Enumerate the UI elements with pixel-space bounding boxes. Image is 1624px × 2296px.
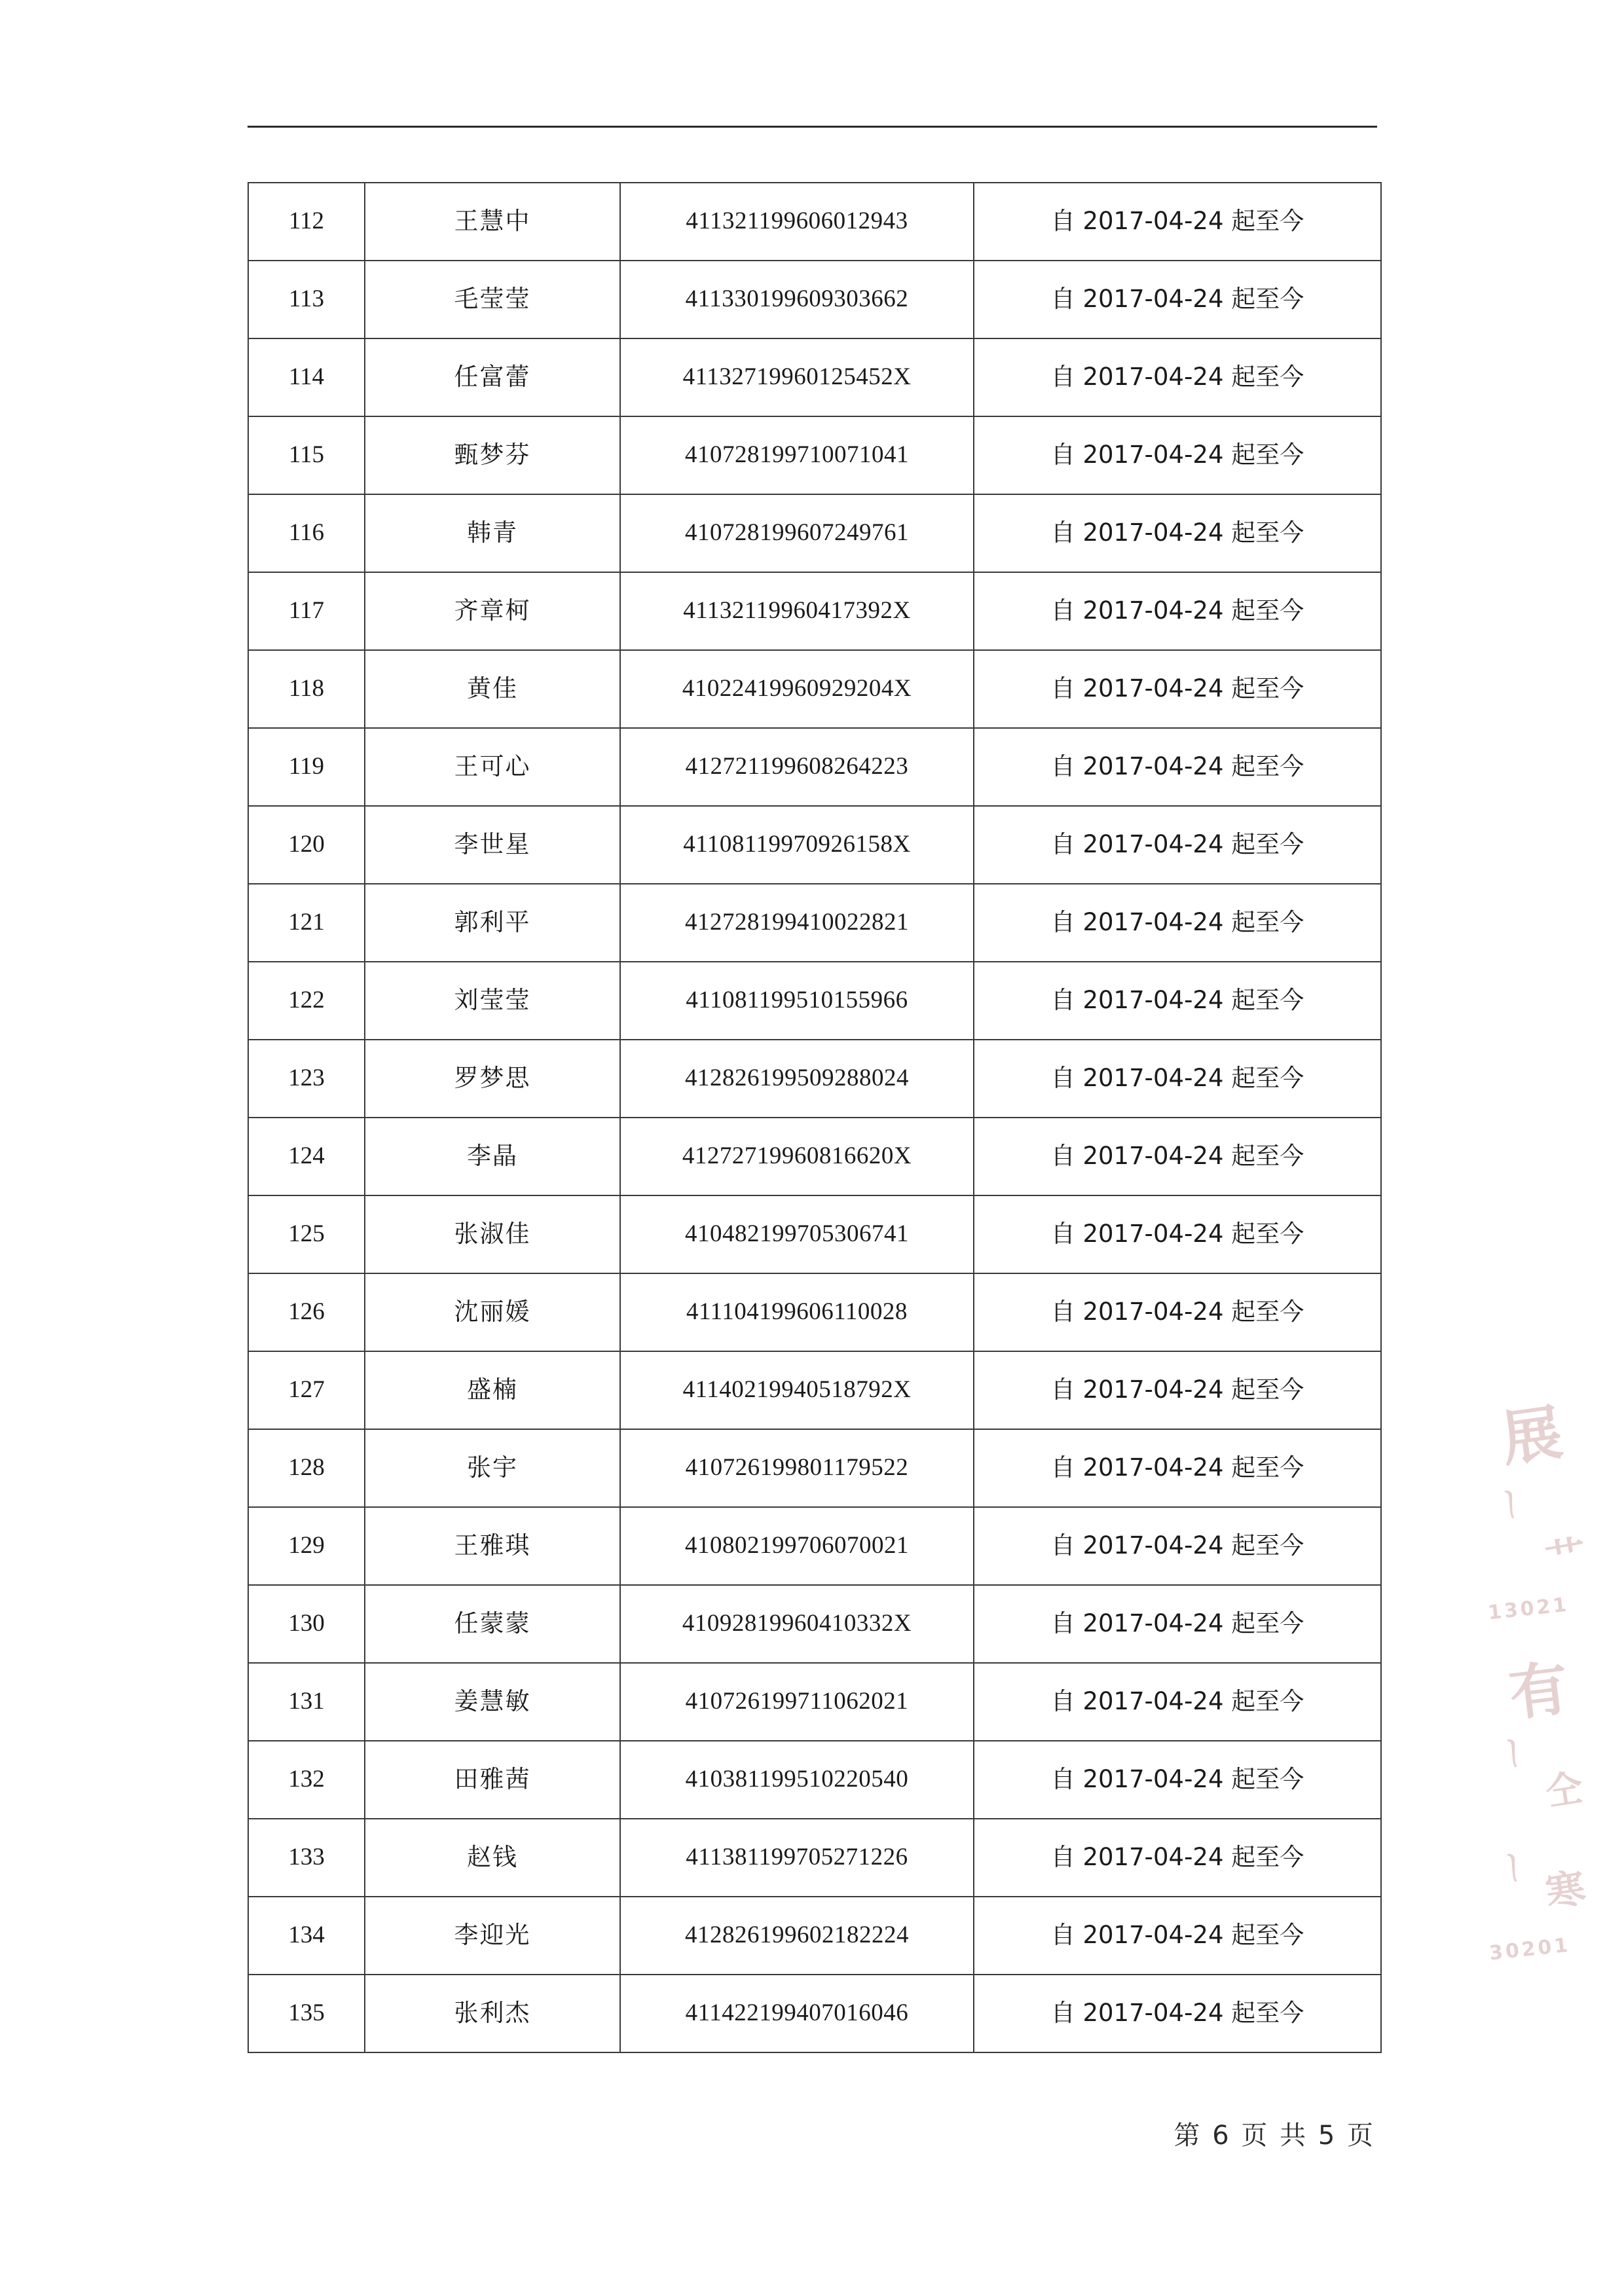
table-row — [248, 1040, 1381, 1118]
table-row — [248, 1585, 1381, 1663]
table-row — [248, 806, 1381, 884]
table-row — [248, 1195, 1381, 1273]
cell-id-number: 41132119960417392X — [620, 572, 974, 650]
cell-period: 自 2017-04-24 起至今 — [974, 1273, 1381, 1351]
cell-name: 韩青 — [365, 494, 620, 572]
cell-index: 135 — [248, 1975, 365, 2052]
cell-name: 郭利平 — [365, 884, 620, 962]
cell-index: 125 — [248, 1195, 365, 1273]
cell-name: 盛楠 — [365, 1351, 620, 1429]
cell-id-number: 410381199510220540 — [620, 1741, 974, 1819]
cell-period: 自 2017-04-24 起至今 — [974, 962, 1381, 1040]
cell-id-number: 412826199509288024 — [620, 1040, 974, 1118]
cell-index: 121 — [248, 884, 365, 962]
cell-name: 任蒙蒙 — [365, 1585, 620, 1663]
cell-id-number: 411321199606012943 — [620, 183, 974, 261]
cell-index: 112 — [248, 183, 365, 261]
cell-name: 王雅琪 — [365, 1507, 620, 1585]
roster-table-container — [248, 182, 1380, 2053]
cell-period: 自 2017-04-24 起至今 — [974, 338, 1381, 416]
cell-index: 123 — [248, 1040, 365, 1118]
cell-id-number: 41272719960816620X — [620, 1118, 974, 1195]
cell-index: 130 — [248, 1585, 365, 1663]
table-row — [248, 1975, 1381, 2052]
cell-id-number: 41022419960929204X — [620, 650, 974, 728]
cell-index: 120 — [248, 806, 365, 884]
table-row — [248, 728, 1381, 806]
cell-name: 李世星 — [365, 806, 620, 884]
cell-id-number: 412721199608264223 — [620, 728, 974, 806]
cell-id-number: 41092819960410332X — [620, 1585, 974, 1663]
table-row — [248, 261, 1381, 338]
cell-name: 田雅茜 — [365, 1741, 620, 1819]
cell-id-number: 412826199602182224 — [620, 1897, 974, 1975]
cell-id-number: 411330199609303662 — [620, 261, 974, 338]
cell-id-number: 410726199801179522 — [620, 1429, 974, 1507]
cell-index: 127 — [248, 1351, 365, 1429]
cell-period: 自 2017-04-24 起至今 — [974, 494, 1381, 572]
cell-period: 自 2017-04-24 起至今 — [974, 1195, 1381, 1273]
table-row — [248, 1741, 1381, 1819]
cell-period: 自 2017-04-24 起至今 — [974, 1975, 1381, 2052]
cell-period: 自 2017-04-24 起至今 — [974, 183, 1381, 261]
cell-period: 自 2017-04-24 起至今 — [974, 1118, 1381, 1195]
cell-period: 自 2017-04-24 起至今 — [974, 1819, 1381, 1897]
table-row — [248, 1897, 1381, 1975]
cell-id-number: 410728199607249761 — [620, 494, 974, 572]
cell-index: 114 — [248, 338, 365, 416]
cell-index: 133 — [248, 1819, 365, 1897]
cell-id-number: 411104199606110028 — [620, 1273, 974, 1351]
cell-period: 自 2017-04-24 起至今 — [974, 261, 1381, 338]
cell-name: 张宇 — [365, 1429, 620, 1507]
table-row — [248, 1429, 1381, 1507]
cell-name: 姜慧敏 — [365, 1663, 620, 1741]
cell-name: 任富蕾 — [365, 338, 620, 416]
table-row — [248, 572, 1381, 650]
roster-table — [248, 182, 1382, 2053]
cell-name: 李迎光 — [365, 1897, 620, 1975]
cell-index: 116 — [248, 494, 365, 572]
cell-id-number: 41132719960125452X — [620, 338, 974, 416]
table-row — [248, 494, 1381, 572]
cell-id-number: 411081199510155966 — [620, 962, 974, 1040]
cell-name: 齐章柯 — [365, 572, 620, 650]
table-row — [248, 183, 1381, 261]
table-row — [248, 650, 1381, 728]
cell-name: 王可心 — [365, 728, 620, 806]
cell-id-number: 412728199410022821 — [620, 884, 974, 962]
cell-index: 124 — [248, 1118, 365, 1195]
cell-index: 128 — [248, 1429, 365, 1507]
cell-period: 自 2017-04-24 起至今 — [974, 1040, 1381, 1118]
table-row — [248, 338, 1381, 416]
cell-period: 自 2017-04-24 起至今 — [974, 1351, 1381, 1429]
table-row — [248, 962, 1381, 1040]
cell-name: 赵钱 — [365, 1819, 620, 1897]
cell-period: 自 2017-04-24 起至今 — [974, 572, 1381, 650]
cell-index: 113 — [248, 261, 365, 338]
cell-period: 自 2017-04-24 起至今 — [974, 650, 1381, 728]
cell-index: 132 — [248, 1741, 365, 1819]
cell-id-number: 410728199710071041 — [620, 416, 974, 494]
cell-name: 张淑佳 — [365, 1195, 620, 1273]
cell-name: 张利杰 — [365, 1975, 620, 2052]
cell-index: 126 — [248, 1273, 365, 1351]
cell-period: 自 2017-04-24 起至今 — [974, 1741, 1381, 1819]
cell-id-number: 411381199705271226 — [620, 1819, 974, 1897]
roster-table-body — [248, 183, 1381, 2052]
cell-period: 自 2017-04-24 起至今 — [974, 806, 1381, 884]
cell-name: 王慧中 — [365, 183, 620, 261]
cell-index: 117 — [248, 572, 365, 650]
cell-name: 李晶 — [365, 1118, 620, 1195]
cell-period: 自 2017-04-24 起至今 — [974, 1897, 1381, 1975]
cell-index: 115 — [248, 416, 365, 494]
table-row — [248, 416, 1381, 494]
cell-id-number: 41140219940518792X — [620, 1351, 974, 1429]
cell-id-number: 410802199706070021 — [620, 1507, 974, 1585]
cell-period: 自 2017-04-24 起至今 — [974, 1507, 1381, 1585]
cell-index: 129 — [248, 1507, 365, 1585]
cell-index: 118 — [248, 650, 365, 728]
cell-index: 119 — [248, 728, 365, 806]
cell-name: 罗梦思 — [365, 1040, 620, 1118]
table-row — [248, 1351, 1381, 1429]
table-row — [248, 1507, 1381, 1585]
table-row — [248, 1819, 1381, 1897]
cell-index: 131 — [248, 1663, 365, 1741]
cell-period: 自 2017-04-24 起至今 — [974, 884, 1381, 962]
table-row — [248, 1118, 1381, 1195]
cell-id-number: 41108119970926158X — [620, 806, 974, 884]
cell-period: 自 2017-04-24 起至今 — [974, 728, 1381, 806]
cell-period: 自 2017-04-24 起至今 — [974, 1663, 1381, 1741]
table-row — [248, 1273, 1381, 1351]
cell-period: 自 2017-04-24 起至今 — [974, 416, 1381, 494]
cell-index: 134 — [248, 1897, 365, 1975]
header-divider — [248, 126, 1377, 128]
cell-name: 刘莹莹 — [365, 962, 620, 1040]
table-row — [248, 884, 1381, 962]
cell-id-number: 411422199407016046 — [620, 1975, 974, 2052]
cell-name: 沈丽媛 — [365, 1273, 620, 1351]
cell-period: 自 2017-04-24 起至今 — [974, 1585, 1381, 1663]
cell-name: 甄梦芬 — [365, 416, 620, 494]
cell-id-number: 410726199711062021 — [620, 1663, 974, 1741]
cell-name: 毛莹莹 — [365, 261, 620, 338]
cell-index: 122 — [248, 962, 365, 1040]
cell-id-number: 410482199705306741 — [620, 1195, 974, 1273]
page-number-footer: 第 6 页 共 5 页 — [1173, 2121, 1375, 2151]
cell-period: 自 2017-04-24 起至今 — [974, 1429, 1381, 1507]
table-row — [248, 1663, 1381, 1741]
cell-name: 黄佳 — [365, 650, 620, 728]
company-seal-imprint: 展 〳 艹 13021 有 〳 仝 〳 寒 30201 — [1486, 1397, 1591, 1965]
